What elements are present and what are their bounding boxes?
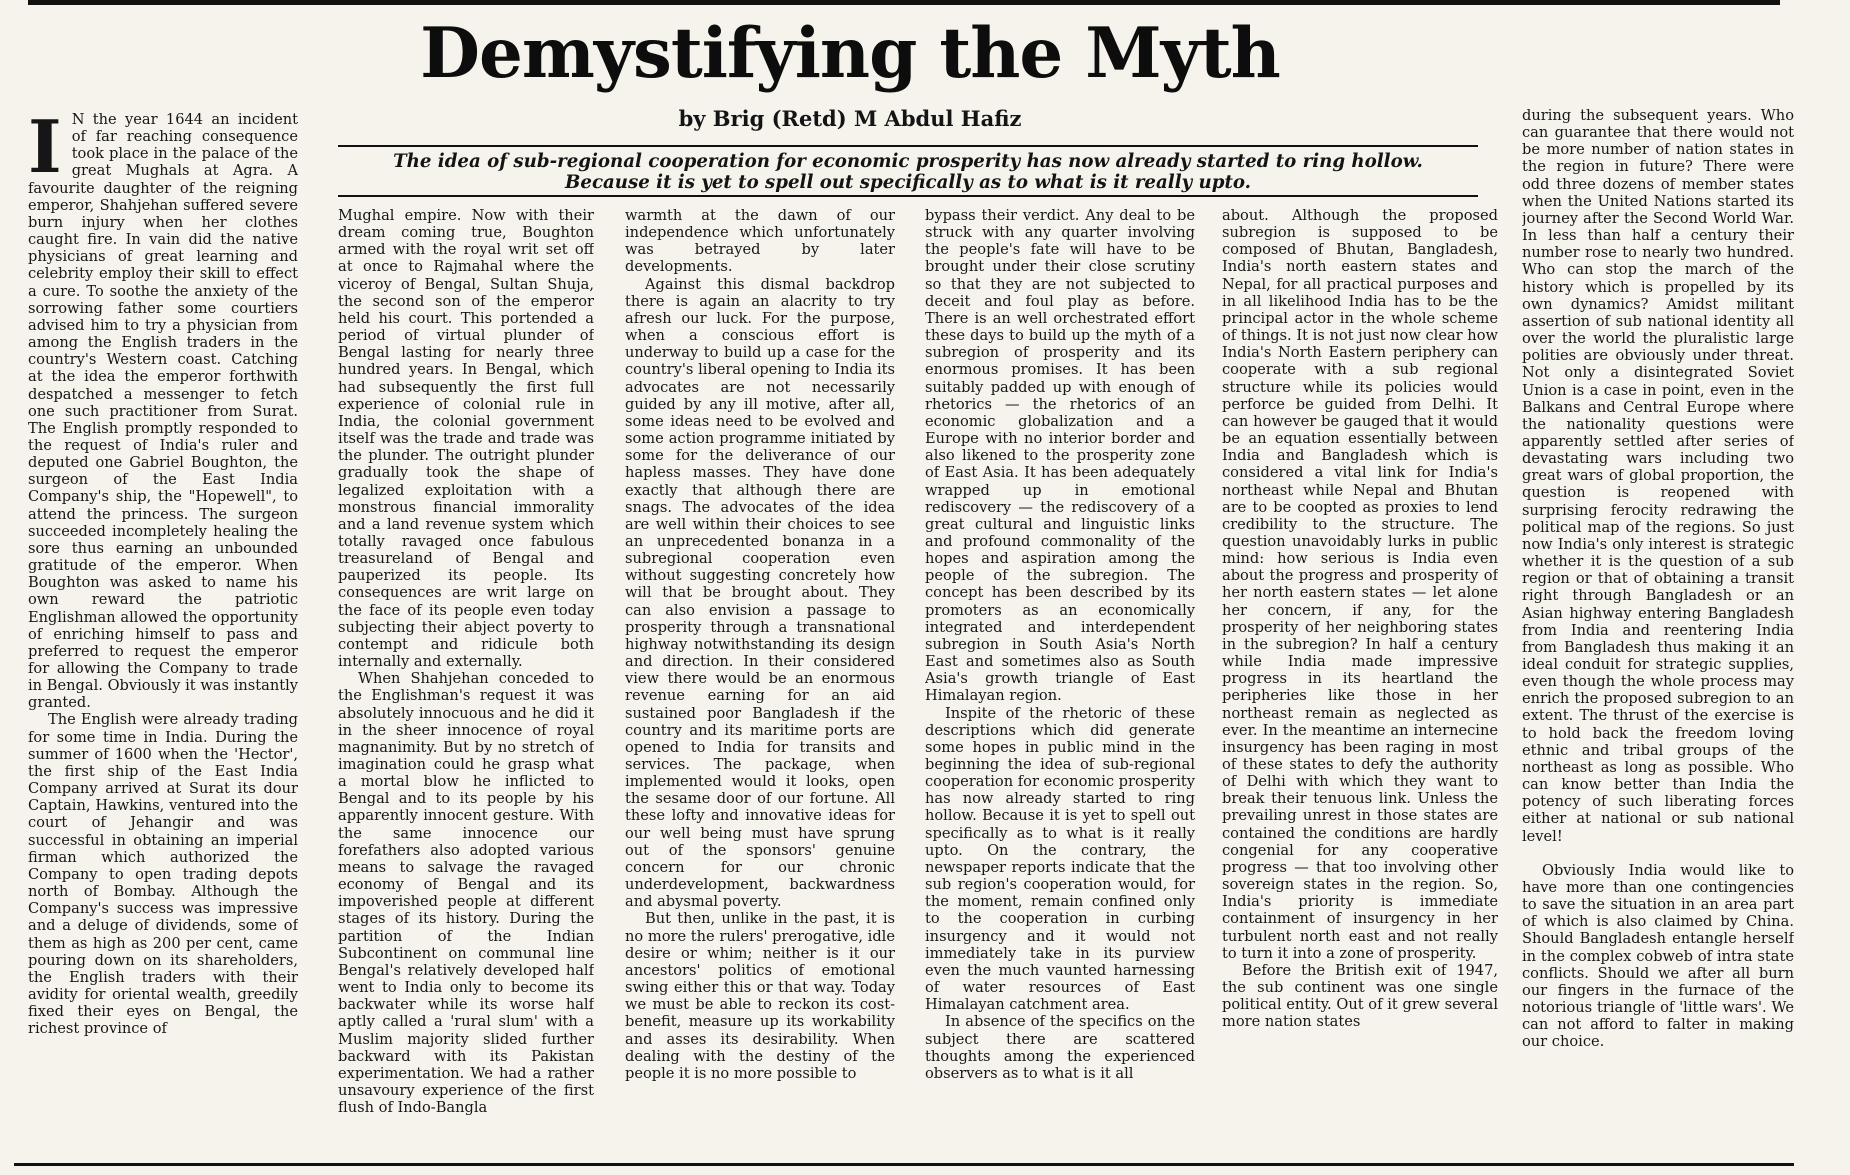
paragraph: Mughal empire. Now with their dream coming true, Boughton armed with the royal writ set off at once to Rajmahal where the viceroy of Bengal, Sultan Shuja, the second son of the emperor held his court. This portended a period of virtual plunder of Bengal lasting for nearly three hundred years. In Bengal, which had subsequently the first full experience of colonial rule in India, the colonial government itself was the trade and trade was the plunder. The outright plunder gradually took the shape of legalized exploitation with a monstrous financial immorality and a land revenue system which totally ravaged once fabulous treasureland of Bengal and pauperized its people. Its consequences are writ large on the face of its people even today subjecting their abject poverty to contempt and ridicule both internally and externally. — [338, 207, 594, 671]
paragraph: The English were already trading for some time in India. During the summer of 1600 when the 'Hector', the first ship of the East India Company arrived at Surat its dour Captain, Hawkins, ventured into the court of Jehangir and was successful in obtaining an imperial firman which authorized the Company to open trading depots north of Bombay. Although the Company's success was impressive and a deluge of dividends, some of them as high as 200 per cent, came pouring down on its shareholders, the English traders with their avidity for oriental wealth, greedily fixed their eyes on Bengal, the richest province of — [28, 711, 298, 1038]
paragraph: about. Although the proposed subregion is supposed to be composed of Bhutan, Bangladesh, India's north eastern states and Nepal, for all practical purposes and in all likelihood India has to be the principal actor in the whole scheme of things. It is not just now clear how India's North Eastern periphery can cooperate with a sub regional structure while its policies would perforce be guided from Delhi. It can however be gauged that it would be an equation essentially between India and Bangladesh which is considered a vital link for India's northeast while Nepal and Bhutan are to be coopted as proxies to lend credibility to the structure. The question unavoidably lurks in public mind: how serious is India even about the progress and prosperity of her north eastern states — let alone her concern, if any, for the prosperity of her neighboring states in the subregion? In half a century while India made impressive progress in its heartland the peripheries like those in her northeast remain as neglected as ever. In the meantime an internecine insurgency has been raging in most of these states to defy the authority of Delhi with which they want to break their tenuous link. Unless the prevailing unrest in those states are contained the conditions are hardly congenial for any cooperative progress — that too involving other sovereign states in the region. So, India's priority is immediate containment of insurgency in her turbulent north east and not really to turn it into a zone of prosperity. — [1222, 207, 1498, 962]
paragraph: bypass their verdict. Any deal to be struck with any quarter involving the people's fate will have to be brought under their close scrutiny so that they are not subjected to deceit and foul play as before. There is an well orchestrated effort these days to build up the myth of a subregion of prosperity and its enormous promises. It has been suitably padded up with enough of rhetorics — the rhetorics of an economic globalization and a Europe with no interior border and also likened to the prosperity zone of East Asia. It has been adequately wrapped up in emotional rediscovery — the rediscovery of a great cultural and linguistic links and profound commonality of the hopes and aspiration among the people of the subregion. The concept has been described by its promoters as an economically integrated and interdependent subregion in South Asia's North East and sometimes also as South Asia's growth triangle of East Himalayan region. — [925, 207, 1195, 705]
paragraph: during the subsequent years. Who can guarantee that there would not be more number of nation states in the region in future? There were odd three dozens of member states when the United Nations started its journey after the Second World War. In less than half a century their number rose to nearly two hundred. Who can stop the march of the history which is propelled by its own dynamics? Amidst militant assertion of sub national identity all over the world the pluralistic large polities are obviously under threat. Not only a disintegrated Soviet Union is a case in point, even in the Balkans and Central Europe where the nationality questions were apparently settled after series of devastating wars including two great wars of global proportion, the question is reopened with surprising ferocity redrawing the political map of the regions. So just now India's only interest is strategic whether it is the question of a sub region or that of obtaining a transit right through Bangladesh or an Asian highway entering Bangladesh from India and reentering India from Bangladesh thus making it an ideal conduit for strategic supplies, even though the whole process may enrich the proposed subregion to an extent. The thrust of the exercise is to hold back the freedom loving ethnic and tribal groups of the northeast as long as possible. Who can know better than India the potency of such liberating forces either at national or sub national level! — [1522, 107, 1794, 845]
column-2 — [338, 207, 594, 1157]
headline: Demystifying the Myth — [420, 13, 1280, 94]
paragraph: Against this dismal backdrop there is again an alacrity to try afresh our luck. For the purpose, when a conscious effort is underway to build up a case for the country's liberal opening to India its advocates are not necessarily guided by any ill motive, after all, some ideas need to be evolved and some action programme initiated by some for the deliverance of our hapless masses. They have done exactly that although there are snags. The advocates of the idea are well within their choices to see an unprecedented bonanza in a subregional cooperation even without suggesting concretely how will that be brought about. They can also envision a passage to prosperity through a transnational highway notwithstanding its design and direction. In their considered view there would be an enormous revenue earning for an aid sustained poor Bangladesh if the country and its maritime ports are opened to India for transits and services. The package, when implemented would it looks, open the sesame door of our fortune. All these lofty and innovative ideas for our well being must have sprung out of the sponsors' genuine concern for our chronic underdevelopment, backwardness and abysmal poverty. — [625, 275, 895, 911]
paragraph: N the year 1644 an incident of far reaching consequence took place in the palace of the great Mughals at Agra. A favourite daughter of the reigning emperor, Shahjehan suffered severe burn injury when her clothes caught fire. In vain did the native physicians of great learning and celebrity employ their skill to effect a cure. To soothe the anxiety of the sorrowing father some courtiers advised him to try a physician from among the English traders in the country's Western coast. Catching at the idea the emperor forthwith despatched a messenger to fetch one such practitioner from Surat. The English promptly responded to the request of India's ruler and deputed one Gabriel Boughton, the surgeon of the East India Company's ship, the "Hopewell", to attend the princess. The surgeon succeeded incompletely healing the sore thus earning an unbounded gratitude of the emperor. When Boughton was asked to name his own reward the patriotic Englishman allowed the opportunity of enriching himself to pass and preferred to request the emperor for allowing the Company to trade in Bengal. Obviously it was instantly granted. — [28, 111, 298, 712]
bottom-rule — [14, 1163, 1794, 1166]
drop-cap: I — [28, 111, 62, 189]
byline: by Brig (Retd) M Abdul Hafiz — [678, 106, 1022, 131]
paragraph: When Shahjehan conceded to the Englishman's request it was absolutely innocuous and he did it in the sheer innocence of royal magnanimity. But by no stretch of imagination could he grasp what a mortal blow he inflicted to Bengal and to its people by his apparently innocent gesture. With the same innocence our forefathers also adopted various means to salvage the ravaged economy of Bengal and its impoverished people at different stages of its history. During the partition of the Indian Subcontinent on communal line Bengal's relatively developed half went to India only to become its backwater while its worse half aptly called a 'rural slum' with a Muslim majority slided further backward with its Pakistan experimentation. We had a rather unsavoury experience of the first flush of Indo-Bangla — [338, 670, 594, 1117]
column-4 — [925, 207, 1195, 1157]
column-1 — [28, 111, 298, 1156]
paragraph: Inspite of the rhetoric of these descriptions which did generate some hopes in public mind in the beginning the idea of sub-regional cooperation for economic prosperity has now already started to ring hollow. Because it is yet to spell out specifically as to what is it really upto. On the contrary, the newspaper reports indicate that the sub region's cooperation would, for the moment, remain confined only to the cooperation in curbing insurgency and it would not immediately take in its purview even the much vaunted harnessing of water resources of East Himalayan catchment area. — [925, 704, 1195, 1014]
paragraph: warmth at the dawn of our independence which unfortunately was betrayed by later developments. — [625, 207, 895, 276]
paragraph: Before the British exit of 1947, the sub continent was one single political entity. Out of it grew several more nation states — [1222, 961, 1498, 1031]
deck: The idea of sub-regional cooperation for economic prosperity has now already started to ring hollow. Because it is yet to spell out specifically as to what is it really upto. — [393, 151, 1423, 193]
top-rule — [28, 0, 1780, 5]
paragraph: But then, unlike in the past, it is no more the rulers' prerogative, idle desire or whim; neither is it our ancestors' politics of emotional swing either this or that way. Today we must be able to reckon its cost-benefit, measure up its workability and asses its desirability. When dealing with the destiny of the people it is no more possible to — [625, 910, 895, 1082]
column-5 — [1222, 207, 1498, 1157]
column-6 — [1522, 107, 1794, 1157]
column-3 — [625, 207, 895, 1157]
paragraph: Obviously India would like to have more than one contingencies to save the situation in an area part of which is also claimed by China. Should Bangladesh entangle herself in the complex cobweb of intra state conflicts. Should we after all burn our fingers in the furnace of the notorious triangle of 'little wars'. We can not afford to falter in making our choice. — [1522, 861, 1794, 1051]
deck-box — [338, 145, 1478, 197]
paragraph: In absence of the specifics on the subject there are scattered thoughts among the experienced observers as to what is it all — [925, 1013, 1195, 1082]
